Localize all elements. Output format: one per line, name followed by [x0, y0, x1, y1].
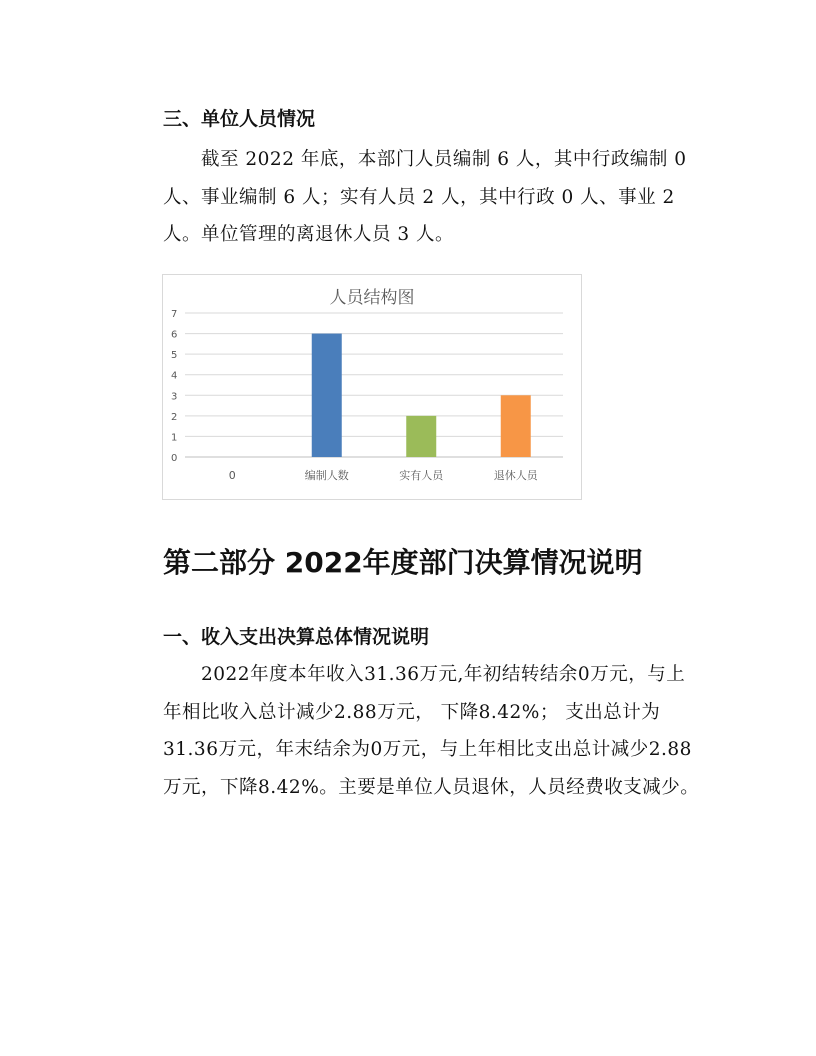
- bar: [501, 395, 531, 457]
- section-heading-income: 一、收入支出决算总体情况说明: [163, 626, 430, 648]
- y-tick-label: 7: [171, 309, 178, 320]
- x-tick-label: 退休人员: [493, 469, 538, 482]
- x-tick-label: 编制人数: [304, 469, 349, 482]
- bar: [312, 334, 342, 457]
- part-two-heading: 第二部分 2022年度部门决算情况说明: [163, 546, 643, 579]
- y-tick-label: 6: [171, 329, 178, 341]
- x-tick-label: 实有人员: [399, 469, 444, 482]
- y-tick-label: 0: [171, 453, 178, 464]
- y-tick-label: 1: [171, 432, 178, 444]
- income-paragraph: 2022年度本年收入31.36万元,年初结转结余0万元，与上年相比收入总计减少2.88万元， 下降8.42%； 支出总计为31.36万元，年末结余为0万元，与上年相比支出总计减少2.88万元，下降8.42%。主要是单位人员退休，人员经费收支减少。: [163, 664, 700, 798]
- chart-svg: [163, 275, 581, 499]
- y-tick-label: 4: [171, 370, 178, 382]
- staff-structure-chart: [162, 274, 582, 500]
- chart-title: 人员结构图: [329, 288, 415, 308]
- section-heading-staff: 三、单位人员情况: [163, 108, 316, 130]
- staff-paragraph: 截至 2022 年底，本部门人员编制 6 人，其中行政编制 0 人、事业编制 6 人；实有人员 2 人，其中行政 0 人、事业 2 人。单位管理的离退休人员 3 人。: [163, 149, 687, 245]
- bar: [406, 416, 436, 457]
- y-tick-label: 3: [171, 391, 178, 403]
- y-tick-label: 5: [171, 350, 178, 362]
- x-tick-label: 0: [228, 469, 236, 482]
- y-tick-label: 2: [171, 411, 178, 423]
